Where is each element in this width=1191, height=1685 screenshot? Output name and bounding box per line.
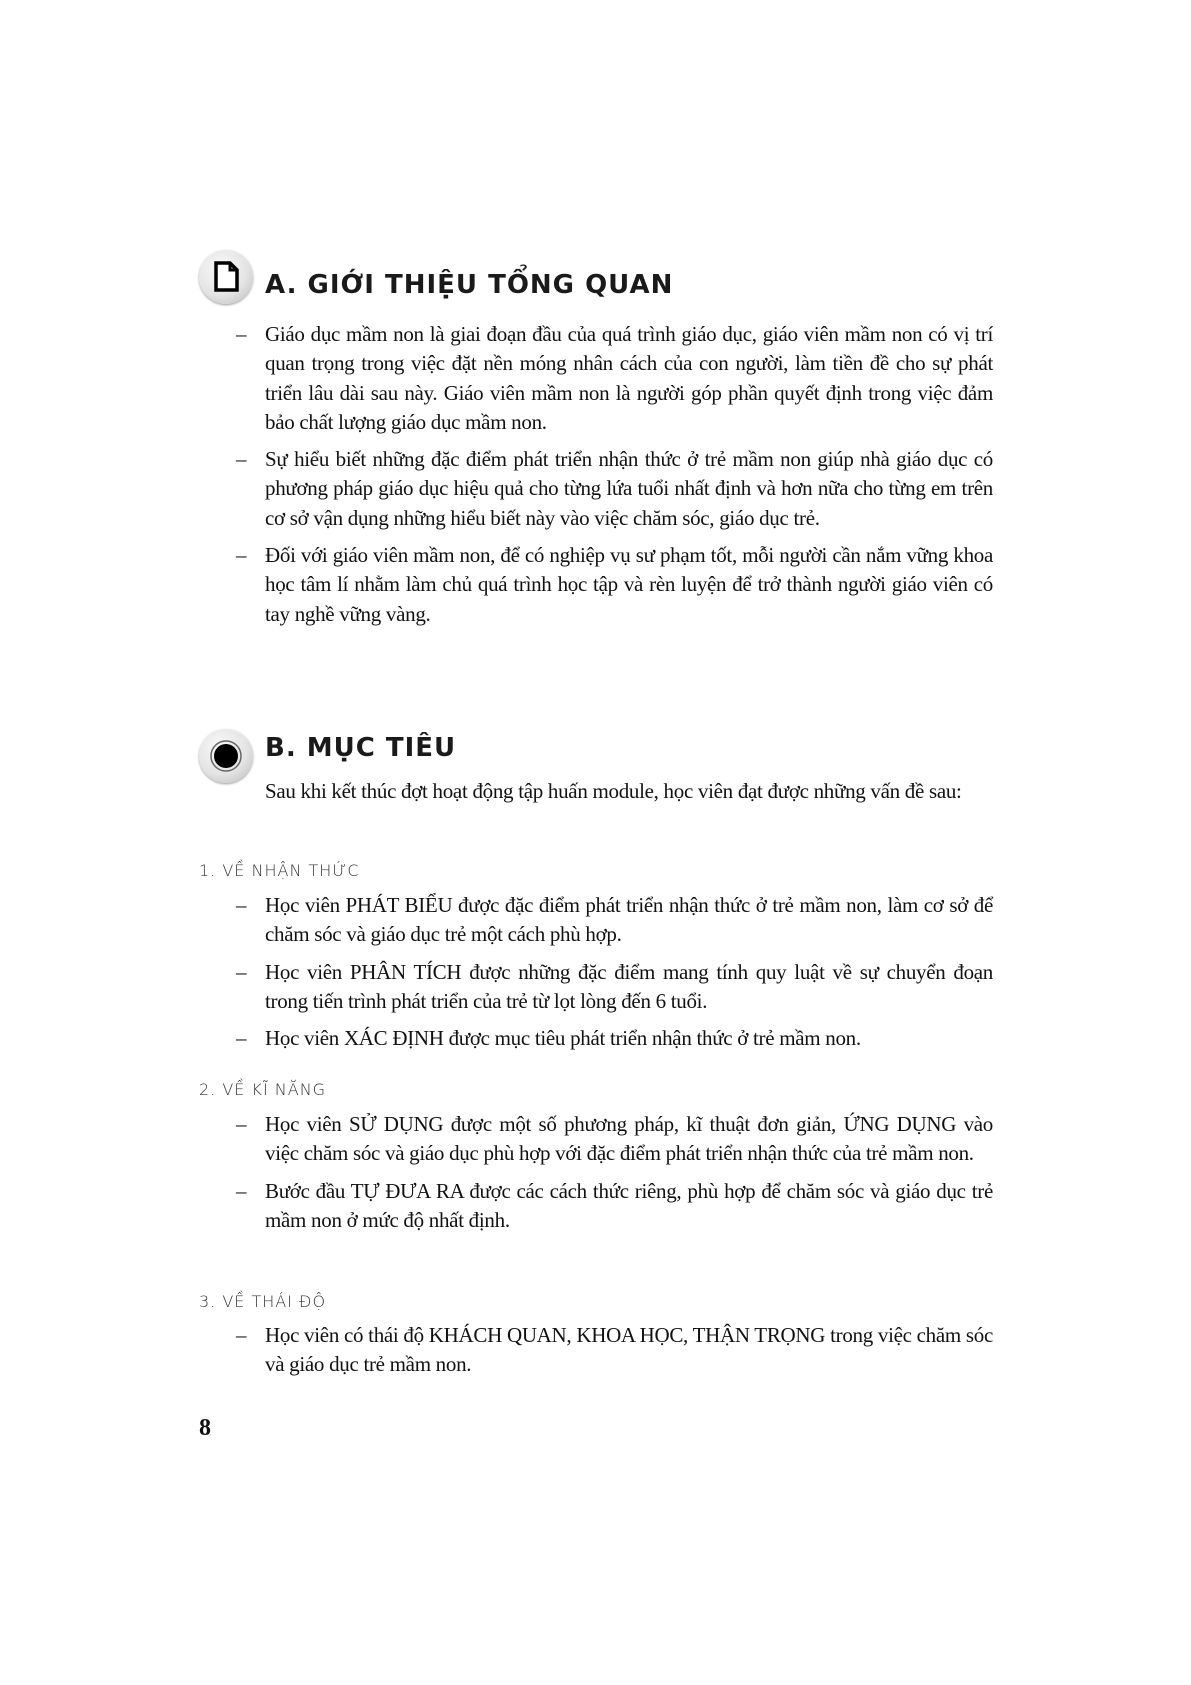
target-icon <box>199 729 253 783</box>
group-heading: 2. VỀ KĨ NĂNG <box>199 1080 327 1099</box>
section-a-list <box>236 320 993 637</box>
item-text: Học viên SỬ DỤNG được một số phương pháp, kĩ thuật đơn giản, ỨNG DỤNG vào việc chăm sóc và giáo dục phù hợp với đặc điểm phát triển nhận thức của trẻ mầm non. <box>265 1112 993 1166</box>
item-text: Đối với giáo viên mầm non, để có nghiệp vụ sư phạm tốt, mỗi người cần nắm vững khoa học tâm lí nhằm làm chủ quá trình học tập và rèn luyện để trở thành người giáo viên có tay nghề vững vàng. <box>265 543 993 626</box>
item-text: Học viên có thái độ KHÁCH QUAN, KHOA HỌC, THẬN TRỌNG trong việc chăm sóc và giáo dục trẻ mầm non. <box>265 1323 993 1377</box>
bullet-dash: – <box>236 1112 247 1136</box>
item-text: Học viên PHÁT BIỂU được đặc điểm phát triển nhận thức ở trẻ mầm non, làm cơ sở để chăm sóc và giáo dục trẻ một cách phù hợp. <box>265 893 993 947</box>
list-item <box>236 541 993 629</box>
item-text: Bước đầu TỰ ĐƯA RA được các cách thức riêng, phù hợp để chăm sóc và giáo dục trẻ mầm non ở mức độ nhất định. <box>265 1178 993 1232</box>
item-text: Sự hiểu biết những đặc điểm phát triển nhận thức ở trẻ mầm non giúp nhà giáo dục có phương pháp giáo dục hiệu quả cho từng lứa tuổi nhất định và hơn nữa cho từng em trên cơ sở vận dụng những hiểu biết này vào việc chăm sóc, giáo dục trẻ. <box>265 447 993 530</box>
group-list <box>236 1110 993 1243</box>
item-text: Học viên PHÂN TÍCH được những đặc điểm mang tính quy luật về sự chuyển đoạn trong tiến trình phát triển của trẻ từ lọt lòng đến 6 tuổi. <box>265 959 993 1013</box>
bullet-dash: – <box>236 959 247 984</box>
bullet-dash: – <box>236 447 247 472</box>
group-heading: 3. VỀ THÁI ĐỘ <box>199 1292 327 1311</box>
group-list <box>236 891 993 1061</box>
list-item <box>236 891 993 950</box>
list-item <box>236 1110 993 1169</box>
section-b-title: B. MỤC TIÊU <box>265 733 457 763</box>
section-b-intro: Sau khi kết thúc đợt hoạt động tập huấn module, học viên đạt được những vấn đề sau: <box>265 779 962 803</box>
bullet-dash: – <box>236 1323 247 1347</box>
group-heading: 1. VỀ NHẬN THỨC <box>199 861 360 880</box>
list-item <box>236 1177 993 1236</box>
document-icon <box>199 250 253 304</box>
list-item <box>236 958 993 1017</box>
bullet-dash: – <box>236 1026 247 1051</box>
list-item <box>236 1024 993 1053</box>
group-list <box>236 1321 993 1388</box>
list-item <box>236 445 993 533</box>
bullet-dash: – <box>236 893 247 917</box>
bullet-dash: – <box>236 1178 247 1203</box>
item-text: Giáo dục mầm non là giai đoạn đầu của quá trình giáo dục, giáo viên mầm non có vị trí quan trọng trong việc đặt nền móng nhân cách của con người, làm tiền đề cho sự phát triển lâu dài sau này. Giáo viên mầm non là người góp phần quyết định trong việc đảm bảo chất lượng giáo dục mầm non. <box>265 322 993 434</box>
list-item <box>236 1321 993 1380</box>
list-item <box>236 320 993 437</box>
page-number: 8 <box>199 1415 211 1441</box>
bullet-dash: – <box>236 322 247 346</box>
item-text: Học viên XÁC ĐỊNH được mục tiêu phát triển nhận thức ở trẻ mầm non. <box>265 1026 861 1051</box>
section-a-title: A. GIỚI THIỆU TỔNG QUAN <box>265 270 674 300</box>
bullet-dash: – <box>236 543 247 568</box>
